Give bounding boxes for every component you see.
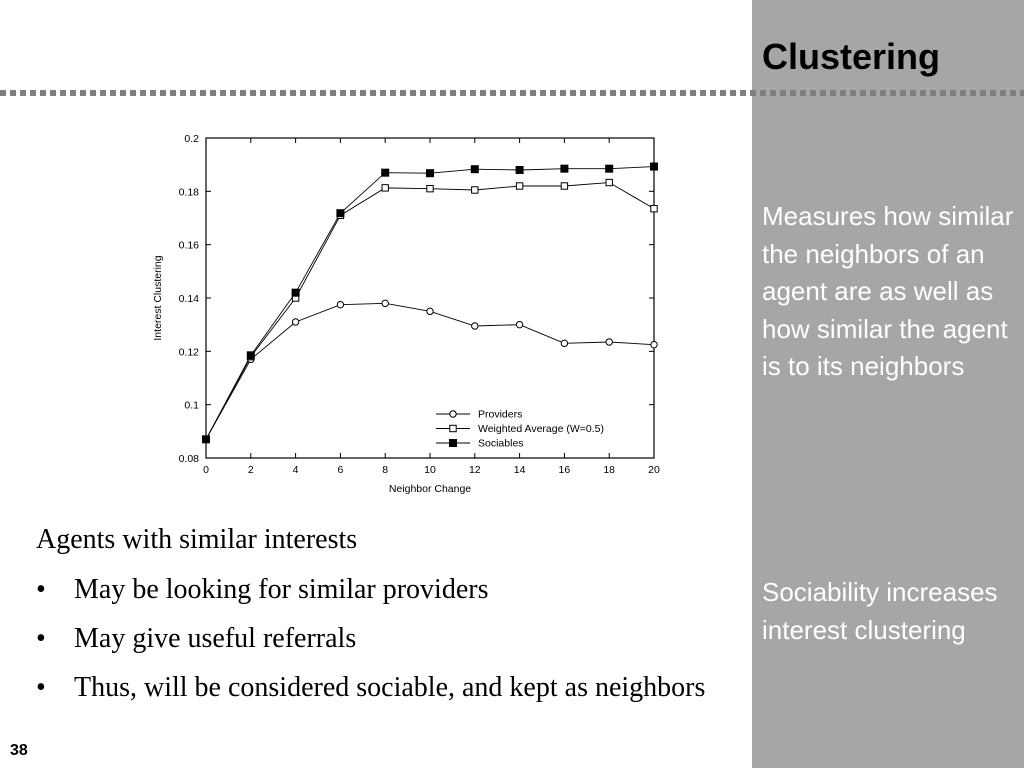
body-text (36, 520, 736, 717)
x-tick-label: 2 (247, 464, 254, 476)
data-point-series-3 (247, 352, 254, 359)
data-point-series-3 (651, 163, 658, 170)
sidebar-paragraph-definition: Measures how similar the neighbors of an agent are as well as how similar the agent is to its neighbors (762, 201, 1014, 381)
legend-marker (450, 411, 456, 417)
y-tick-label: 0.18 (178, 186, 199, 199)
y-axis-label: Interest Clustering (152, 255, 164, 341)
data-point-series-1 (292, 319, 298, 325)
bullet-item (36, 619, 736, 659)
data-point-series-1 (382, 300, 388, 306)
interest-clustering-chart (148, 126, 678, 498)
data-point-series-2 (561, 183, 567, 189)
bullet-item (36, 668, 736, 708)
y-tick-label: 0.2 (184, 133, 199, 145)
y-tick-label: 0.16 (178, 239, 199, 252)
data-point-series-3 (337, 210, 344, 217)
data-point-series-2 (516, 183, 522, 189)
y-tick-label: 0.1 (184, 399, 199, 412)
legend-label: Weighted Average (W=0.5) (478, 423, 604, 436)
x-tick-label: 8 (382, 464, 389, 476)
bullet-text: May give useful referrals (74, 623, 357, 654)
y-tick-label: 0.12 (178, 346, 199, 359)
data-point-series-3 (561, 165, 568, 172)
bullet-item (36, 570, 736, 610)
legend-label: Sociables (478, 437, 524, 450)
data-point-series-3 (427, 170, 434, 177)
dotted-divider (0, 90, 1024, 96)
y-tick-label: 0.14 (178, 293, 199, 305)
data-point-series-3 (606, 165, 613, 172)
data-point-series-1 (472, 323, 478, 329)
y-tick-label: 0.08 (178, 453, 199, 465)
body-intro: Agents with similar interests (36, 524, 358, 555)
x-tick-label: 14 (513, 464, 526, 476)
x-tick-label: 18 (603, 464, 616, 476)
data-point-series-1 (337, 301, 343, 307)
legend-label: Providers (478, 408, 523, 421)
data-point-series-1 (651, 341, 657, 347)
legend-marker (450, 440, 457, 447)
bullet-text: Thus, will be considered sociable, and kept as neighbors (74, 672, 706, 703)
data-point-series-3 (471, 166, 478, 173)
legend-marker (450, 425, 456, 431)
data-point-series-2 (472, 187, 478, 193)
data-point-series-1 (427, 308, 433, 314)
data-point-series-2 (382, 185, 388, 191)
data-point-series-2 (427, 185, 433, 191)
data-point-series-2 (606, 179, 612, 185)
slide-title: Clustering (762, 36, 941, 77)
data-point-series-1 (516, 321, 522, 327)
bullet-dot-icon: • (36, 574, 46, 605)
bullet-dot-icon: • (36, 623, 46, 654)
x-tick-label: 12 (468, 464, 481, 476)
data-point-series-2 (651, 205, 657, 211)
sidebar-paragraph-conclusion: Sociability increases interest clustering (762, 577, 998, 645)
series-line-3 (206, 167, 654, 440)
x-axis-label: Neighbor Change (388, 483, 472, 495)
data-point-series-3 (382, 169, 389, 176)
bullet-dot-icon: • (36, 672, 46, 703)
x-tick-label: 16 (558, 464, 571, 476)
x-tick-label: 4 (292, 464, 299, 476)
data-point-series-1 (606, 339, 612, 345)
x-tick-label: 20 (648, 464, 660, 476)
x-tick-label: 6 (337, 464, 344, 476)
slide-number: 38 (10, 742, 28, 759)
bullet-list (36, 570, 736, 708)
data-point-series-1 (561, 340, 567, 346)
x-tick-label: 0 (203, 464, 209, 476)
bullet-text: May be looking for similar providers (74, 574, 489, 605)
data-point-series-3 (516, 167, 523, 174)
data-point-series-3 (292, 289, 299, 296)
data-point-series-3 (203, 436, 210, 443)
x-tick-label: 10 (424, 464, 436, 476)
